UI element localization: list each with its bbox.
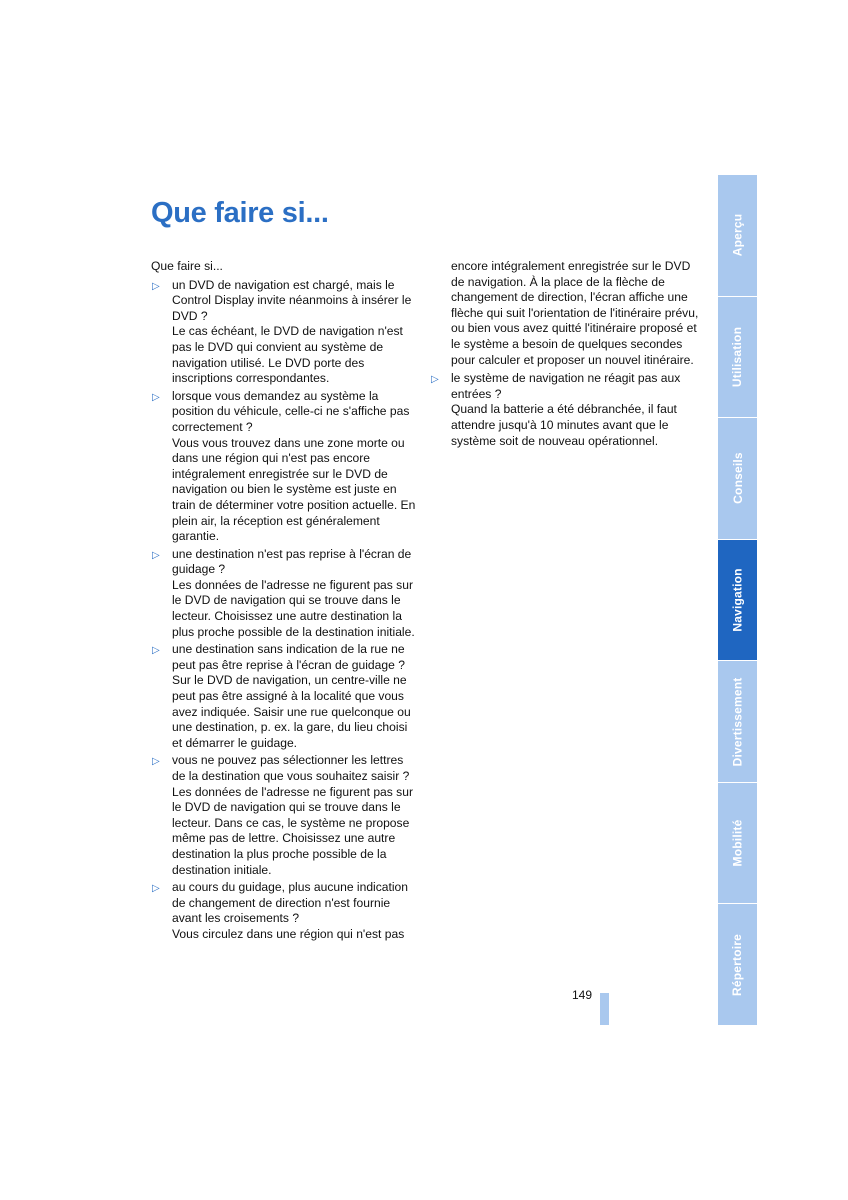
left-column bbox=[151, 259, 416, 945]
tab-label: Divertissement bbox=[730, 677, 745, 767]
tab-navigation[interactable] bbox=[718, 540, 757, 662]
page-title: Que faire si... bbox=[151, 197, 329, 229]
tab-apercu[interactable] bbox=[718, 175, 757, 297]
answer-text: Le cas échéant, le DVD de navigation n'est pas le DVD qui convient au système de navigation utilisé. Le DVD porte des inscriptions correspondantes. bbox=[172, 324, 403, 386]
tab-label: Aperçu bbox=[730, 214, 745, 257]
triangle-bullet-icon: ▷ bbox=[431, 374, 439, 386]
chapter-tabs bbox=[718, 175, 757, 1025]
tab-mobilite[interactable] bbox=[718, 783, 757, 905]
tab-utilisation[interactable] bbox=[718, 297, 757, 419]
question-text: vous ne pouvez pas sélectionner les lettres de la destination que vous souhaitez saisir ? bbox=[172, 753, 410, 783]
triangle-bullet-icon: ▷ bbox=[152, 883, 160, 895]
triangle-bullet-icon: ▷ bbox=[152, 391, 160, 403]
answer-text: Quand la batterie a été débranchée, il faut attendre jusqu'à 10 minutes avant que le système soit de nouveau opérationnel. bbox=[451, 402, 677, 448]
triangle-bullet-icon: ▷ bbox=[152, 756, 160, 768]
question-text: le système de navigation ne réagit pas aux entrées ? bbox=[451, 371, 681, 401]
list-item bbox=[151, 278, 416, 387]
triangle-bullet-icon: ▷ bbox=[152, 280, 160, 292]
tab-label: Utilisation bbox=[730, 326, 745, 387]
intro-text: Que faire si... bbox=[151, 259, 223, 273]
list-item bbox=[430, 371, 702, 449]
question-text: lorsque vous demandez au système la position du véhicule, celle-ci ne s'affiche pas correctement ? bbox=[172, 388, 410, 434]
list-item bbox=[151, 642, 416, 751]
tab-label: Répertoire bbox=[730, 933, 745, 996]
list-item bbox=[151, 389, 416, 545]
right-column bbox=[430, 259, 702, 451]
answer-text: Les données de l'adresse ne figurent pas sur le DVD de navigation qui se trouve dans le lecteur. Dans ce cas, le système ne propose même pas de lettre. Choisissez une autre destination la plus proche possible de la destination initiale. bbox=[172, 784, 413, 877]
answer-text: Vous vous trouvez dans une zone morte ou dans une région qui n'est pas encore intégralement enregistrée sur le DVD de navigation ou bien le système est juste en train de déterminer votre position actuelle. En plein air, la réception est généralement garantie. bbox=[172, 435, 416, 544]
list-item bbox=[151, 880, 416, 942]
triangle-bullet-icon: ▷ bbox=[152, 549, 160, 561]
page-number: 149 bbox=[572, 988, 593, 1002]
continued-answer-text: encore intégralement enregistrée sur le DVD de navigation. À la place de la flèche de changement de direction, l'écran affiche une flèche qui suit l'orientation de l'itinéraire prévu, ou bien vous avez quitté l'itinéraire proposé et le système a besoin de quelques secondes pour calculer et proposer un nouvel itinéraire. bbox=[451, 259, 699, 367]
page-number-bar bbox=[600, 993, 609, 1025]
answer-text: Les données de l'adresse ne figurent pas sur le DVD de navigation qui se trouve dans le lecteur. Choisissez une autre destination la plus proche possible de la destination initiale. bbox=[172, 577, 415, 639]
question-text: une destination sans indication de la rue ne peut pas être reprise à l'écran de guidage ? bbox=[172, 642, 405, 672]
tab-conseils[interactable] bbox=[718, 418, 757, 540]
tab-repertoire[interactable] bbox=[718, 904, 757, 1025]
answer-text: Vous circulez dans une région qui n'est pas bbox=[172, 926, 405, 941]
tab-label: Mobilité bbox=[730, 819, 745, 867]
list-item bbox=[151, 547, 416, 641]
question-text: une destination n'est pas reprise à l'écran de guidage ? bbox=[172, 546, 412, 577]
answer-text: Sur le DVD de navigation, un centre-ville ne peut pas être assigné à la localité que vous avez indiquée. Saisir une rue quelconque ou une destination, p. ex. la gare, du lieu choisi et démarrer le guidage. bbox=[172, 673, 411, 750]
tab-label: Conseils bbox=[730, 452, 745, 505]
question-text: un DVD de navigation est chargé, mais le Control Display invite néanmoins à insérer le DVD ? bbox=[172, 277, 412, 323]
tab-label: Navigation bbox=[730, 568, 745, 632]
question-text: au cours du guidage, plus aucune indication de changement de direction n'est fournie avant les croisements ? bbox=[172, 880, 408, 926]
list-item bbox=[151, 753, 416, 878]
triangle-bullet-icon: ▷ bbox=[152, 645, 160, 657]
tab-divertissement[interactable] bbox=[718, 661, 757, 783]
